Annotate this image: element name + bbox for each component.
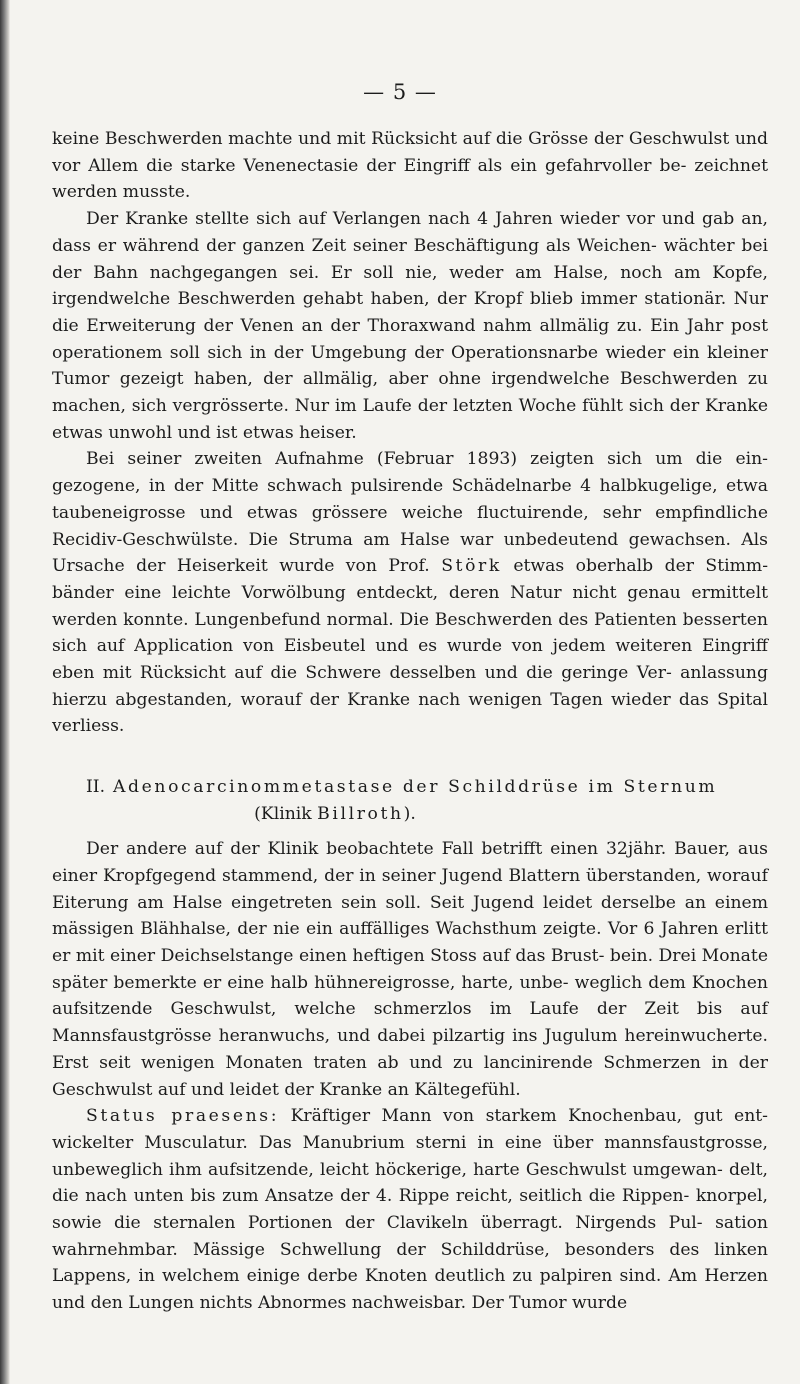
text-run: Bei seiner zweiten Aufnahme (Februar 1893) zeigten sich um die ein- gezogene, in der Mitte schwach pulsirende Schädelnarbe 4 halbkugelige, etwa taubeneigrosse und etwas grössere weiche fluctuirende, sehr empfindliche Recidiv-Geschwülste. Die Struma am Halse war unbedeutend gewachsen. Als Ursache der Heiserkeit wurde von Prof. <box>52 449 768 577</box>
page-body <box>52 126 768 1317</box>
section-clinic-line <box>52 801 768 828</box>
clinic-open: (Klinik <box>254 804 312 825</box>
section-heading <box>52 774 768 828</box>
person-name-stoerk: Störk <box>441 556 502 577</box>
status-text: Kräftiger Mann von starkem Knochenbau, gut ent- wickelter Musculatur. Das Manubrium sterni in eine über mannsfaustgrosse, unbeweglich ihm aufsitzende, leicht höckerige, harte Geschwulst umgewan- delt, die nach unten bis zum Ansatze der 4. Rippe reicht, seitlich die Rippen- knorpel, sowie die sternalen Portionen der Clavikeln überragt. Nirgends Pul- sation wahrnehmbar. Mässige Schwellung der Schilddrüse, besonders des linken Lappens, in welchem einige derbe Knoten deutlich zu palpiren sind. Am Herzen und den Lungen nichts Abnormes nachweisbar. Der Tumor wurde <box>52 1106 768 1314</box>
text-run: etwas oberhalb der Stimm- bänder eine leichte Vorwölbung entdeckt, deren Natur nicht genau ermittelt werden konnte. Lungenbefund normal. Die Beschwerden des Patienten besserten sich auf Application von Eisbeutel und es wurde von jedem weiteren Eingriff eben mit Rücksicht auf die Schwere desselben und die geringe Ver- anlassung hierzu abgestanden, worauf der Kranke nach wenigen Tagen wieder das Spital verliess. <box>52 556 769 737</box>
paragraph-continuation: keine Beschwerden machte und mit Rücksicht auf die Grösse der Geschwulst und vor Allem die starke Venenectasie der Eingriff als ein gefahrvoller be- zeichnet werden musste. <box>52 129 768 203</box>
section-number: II. <box>86 777 106 798</box>
section-title-line <box>52 774 768 801</box>
section-title: Adenocarcinommetastase der Schilddrüse im Sternum <box>113 777 718 798</box>
clinic-name: Billroth <box>317 804 404 825</box>
clinic-close: ). <box>403 804 416 825</box>
paragraph-status-praesens <box>52 1103 768 1317</box>
page-number: — 5 — <box>363 80 437 104</box>
status-label: Status praesens: <box>86 1106 280 1127</box>
paragraph-second-admission <box>52 446 768 740</box>
paragraph-case-history: Der andere auf der Klinik beobachtete Fall betrifft einen 32jähr. Bauer, aus einer Kropfgegend stammend, der in seiner Jugend Blattern überstanden, worauf Eiterung am Halse eingetreten sein soll. Seit Jugend leidet derselbe an einem mässigen Blähhalse, der nie ein auffälliges Wachsthum zeigte. Vor 6 Jahren erlitt er mit einer Deichselstange einen heftigen Stoss auf das Brust- bein. Drei Monate später bemerkte er eine halb hühnereigrosse, harte, unbe- weglich dem Knochen aufsitzende Geschwulst, welche schmerzlos im Laufe der Zeit bis auf Mannsfaustgrösse heranwuchs, und dabei pilzartig ins Jugulum hereinwucherte. Erst seit wenigen Monaten traten ab und zu lancinirende Schmerzen in der Geschwulst auf und leidet der Kranke an Kältegefühl. <box>52 839 768 1100</box>
book-binding-edge <box>0 0 10 1384</box>
paragraph-follow-up: Der Kranke stellte sich auf Verlangen nach 4 Jahren wieder vor und gab an, dass er während der ganzen Zeit seiner Beschäftigung als Weichen- wächter bei der Bahn nachgegangen sei. Er soll nie, weder am Halse, noch am Kopfe, irgendwelche Beschwerden gehabt haben, der Kropf blieb immer stationär. Nur die Erweiterung der Venen an der Thoraxwand nahm allmälig zu. Ein Jahr post operationem soll sich in der Umgebung der Operationsnarbe wieder ein kleiner Tumor gezeigt haben, der allmälig, aber ohne irgendwelche Beschwerden zu machen, sich vergrösserte. Nur im Laufe der letzten Woche fühlt sich der Kranke etwas unwohl und ist etwas heiser. <box>52 209 768 443</box>
